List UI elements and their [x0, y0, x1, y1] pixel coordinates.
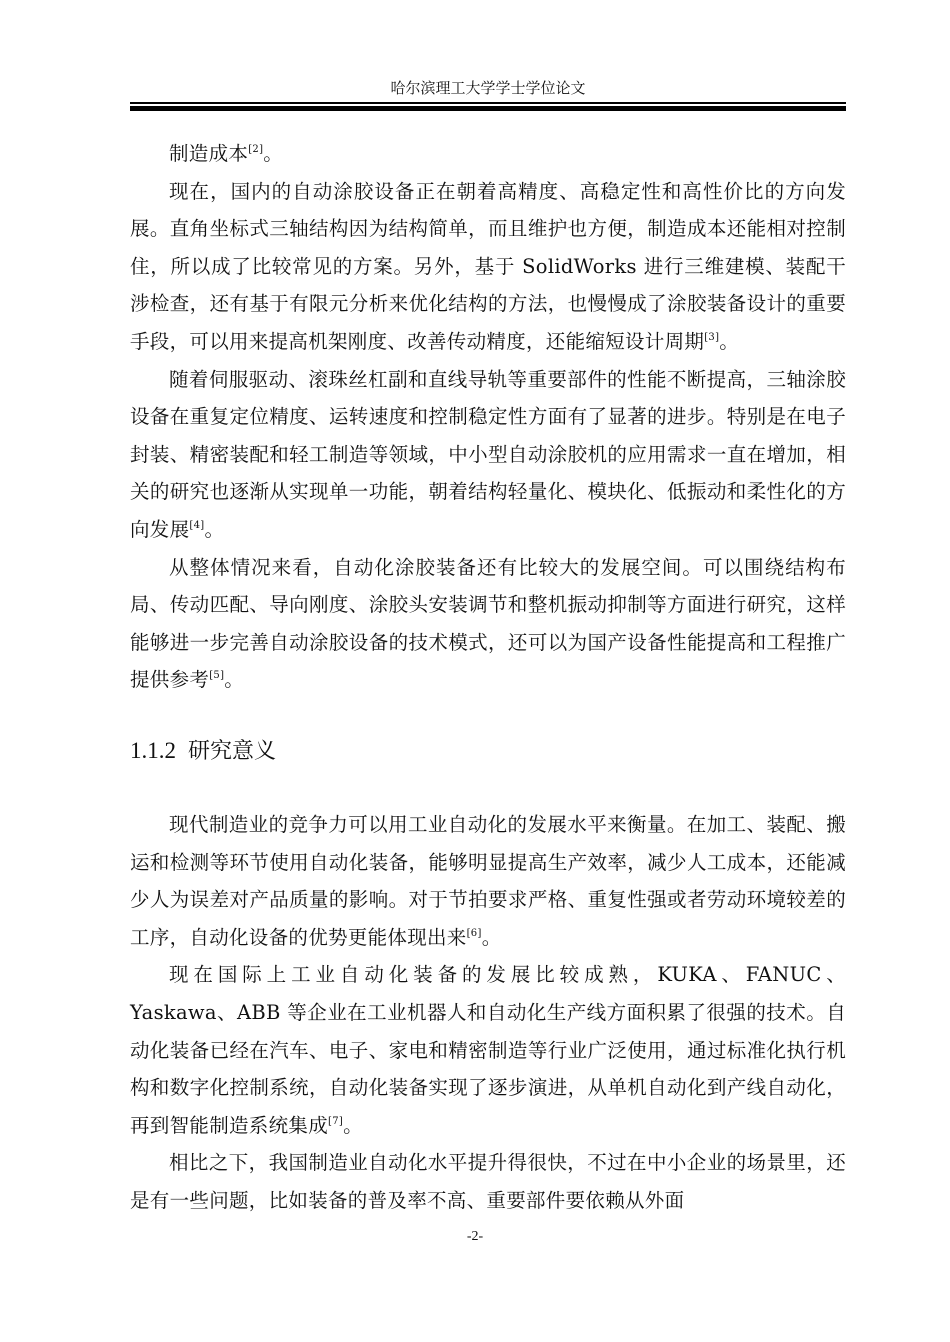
page-header-title: 哈尔滨理工大学学士学位论文 [390, 79, 586, 97]
page-number: -2- [466, 1229, 484, 1244]
paragraph-end: 。 [224, 668, 245, 692]
paragraph-text: 从整体情况来看，自动化涂胶装备还有比较大的发展空间。可以围绕结构布局、传动匹配、导向刚度、涂胶头安装调节和整机振动抑制等方面进行研究，这样能够进一步完善自动涂胶设备的技术模式，还可以为国产设备性能提高和工程推广提供参考 [130, 555, 846, 692]
citation-ref: [5] [209, 670, 225, 682]
paragraph-text: 现代制造业的竞争力可以用工业自动化的发展水平来衡量。在加工、装配、搬运和检测等环节使用自动化装备，能够明显提高生产效率，减少人工成本，还能减少人为误差对产品质量的影响。对于节拍要求严格、重复性强或者劳动环境较差的工序，自动化设备的优势更能体现出来 [130, 813, 846, 949]
section-heading [130, 735, 276, 768]
paragraph-0 [130, 135, 846, 173]
paragraph-3 [130, 549, 846, 699]
paragraph-text: 现在国际上工业自动化装备的发展比较成熟，KUKA、FANUC、Yaskawa、ABB 等企业在工业机器人和自动化生产线方面积累了很强的技术。自动化装备已经在汽车、电子、家电和精密制造等行业广泛使用，通过标准化执行机构和数字化控制系统，自动化装备实现了逐步演进，从单机自动化到产线自动化，再到智能制造系统集成 [130, 963, 846, 1137]
paragraph-end: 。 [343, 1113, 363, 1137]
body-section-2 [130, 806, 846, 1220]
paragraph-text: 制造成本 [169, 142, 249, 165]
header-rule-thin [130, 102, 846, 104]
paragraph-6 [130, 1144, 846, 1219]
section-number: 1.1.2 [130, 738, 176, 763]
paragraph-5 [130, 956, 846, 1144]
header-rule-thick [130, 106, 846, 111]
paragraph-1 [130, 173, 846, 361]
paragraph-text: 相比之下，我国制造业自动化水平提升得很快，不过在中小企业的场景里，还是有一些问题，比如装备的普及率不高、重要部件要依赖从外面 [130, 1151, 846, 1212]
paragraph-end: 。 [263, 142, 284, 165]
citation-ref: [4] [189, 519, 205, 531]
section-title: 研究意义 [188, 739, 277, 764]
citation-ref: [2] [248, 144, 264, 155]
paragraph-end: 。 [204, 517, 225, 541]
paragraph-end: 。 [481, 925, 502, 949]
citation-ref: [3] [704, 331, 720, 343]
body-section-1 [130, 135, 846, 699]
citation-ref: [7] [328, 1115, 344, 1127]
paragraph-text: 现在，国内的自动涂胶设备正在朝着高精度、高稳定性和高性价比的方向发展。直角坐标式三轴结构因为结构简单，而且维护也方便，制造成本还能相对控制住，所以成了比较常见的方案。另外，基于 SolidWorks 进行三维建模、装配干涉检查，还有基于有限元分析来优化结构的方法，也慢慢成了涂胶装备设计的重要手段，可以用来提高机架刚度、改善传动精度，还能缩短设计周期 [130, 179, 846, 353]
paragraph-4 [130, 806, 846, 956]
paragraph-end: 。 [719, 329, 740, 353]
paragraph-2 [130, 361, 846, 549]
citation-ref: [6] [466, 927, 482, 939]
paragraph-text: 随着伺服驱动、滚珠丝杠副和直线导轨等重要部件的性能不断提高，三轴涂胶设备在重复定位精度、运转速度和控制稳定性方面有了显著的进步。特别是在电子封装、精密装配和轻工制造等领域，中小型自动涂胶机的应用需求一直在增加，相关的研究也逐渐从实现单一功能，朝着结构轻量化、模块化、低振动和柔性化的方向发展 [130, 367, 846, 541]
